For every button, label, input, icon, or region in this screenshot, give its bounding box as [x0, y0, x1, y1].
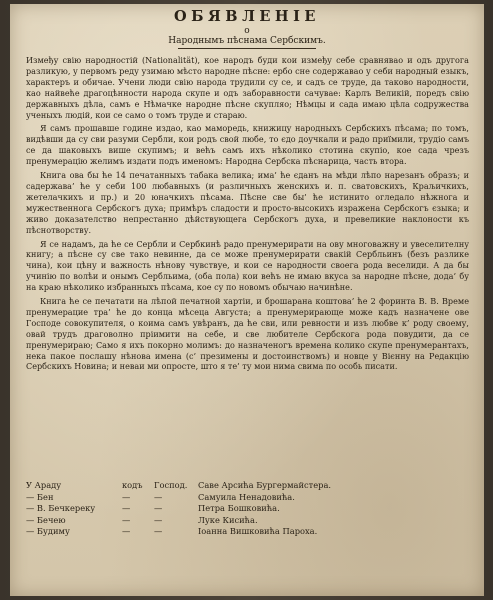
agent-name: Саве Арсића Бургермайстера.: [198, 480, 332, 490]
agent-kod: кодъ: [122, 480, 143, 490]
paragraph-2: Я самъ прошавше године издао, као маморедь, книжицу народныхъ Сербскихъ пѣсама; по томъ, видѣвши да су сви разуми Сербли, кои родъ свой любе, то єдо доучкали и радо приїмили, трудіо самъ се да шаковыхъ више скупимъ; и већъ самъ ихъ нѣколико стотина скупіо, кое сада чрезъ пренумерацію желимъ издати подъ именомъ: Народна Сербска пѣснарица, часть втора.: [26, 123, 469, 167]
agent-kod: —: [122, 526, 131, 537]
title-divider: [178, 48, 316, 49]
list-item: [26, 515, 469, 527]
agent-city: — Бен: [26, 491, 54, 502]
agent-kod: —: [122, 491, 131, 502]
agent-name: Петра Бошковића.: [198, 503, 280, 514]
document-title: ОБЯВЛЕНІЕ: [174, 8, 320, 25]
agent-kod: —: [122, 514, 131, 525]
list-item: [26, 503, 469, 515]
subscription-agents-list: [26, 480, 469, 538]
agent-city: У Араду: [26, 480, 62, 490]
agent-gospod: Господ.: [154, 480, 188, 490]
paragraph-3: Книга ова бы ће 14 печатанныхъ табака велика; има’ ће єданъ на мѣди лѣпо нарезанъ образъ; и садержава’ ће у себи 100 любавныхъ (и различныхъ женскихъ и. п. сватовскихъ, Краљичкихъ, жетелачкихъ и пр.) и 20 юначкихъ пѣсама. Пѣсне све бы’ ће истинито огледало нѣжнога и мужественнога Сербскогъ духа; примѣръ сладости и просто-высокихъ изражена Сербскогъ єзыка; и живо доказателство непрестанно дѣйствующега Сербскогъ духа, и превеликие наклоности къ пѣснотворству.: [26, 170, 469, 235]
agent-city: — В. Бечкереку: [26, 503, 96, 514]
agent-gospod: —: [154, 491, 163, 502]
agent-name: Іоанна Вишковића Пароха.: [198, 526, 318, 537]
list-item: [26, 480, 469, 492]
agent-name: Луке Кисића.: [198, 514, 258, 525]
agent-gospod: —: [154, 526, 163, 537]
document-page: [10, 4, 484, 596]
agent-city: — Будиму: [26, 526, 70, 537]
agent-name: Самуила Ненадовића.: [198, 491, 295, 502]
agent-kod: —: [122, 503, 131, 514]
agent-gospod: —: [154, 503, 163, 514]
paragraph-5: Книга ће се печатати на лѣпой печатной хартіи, и брошарана коштова’ ће 2 форинта В. В. Време пренумерацие тра’ ће до конца мѣсеца Августа; а пренумерирающе може кадъ назначене ове Господе совокупителя, о коима самъ увѣранъ, да ће сви, или ревности и изъ любве к’ роду своему, овай трудъ драговолно пріимити на себе, и све любителе Сербскога рода повудити, да се пренумерираю; Само я ихъ покорно молимъ: до назначеногъ времена колико скупе пренумерантахъ, нека пакое послашу нѣнова имена (с’ презимены и достоинствомъ) и новце у Вієнну на Редакцію Сербскихъ Новина; и неваи ми опросте, што я те’ ту мои нима свима по особь писати.: [26, 296, 469, 372]
list-item: [26, 526, 469, 538]
announcement-body: [26, 55, 469, 372]
paragraph-4: Я се надамъ, да ће се Сербли и Сербкинѣ радо пренумерирати на ову многоважну и увеселителну книгу; а пѣсне су све тако невинне, да се може пренумерирати свакій Сербльинъ (безъ разлике чина), кои цѣну и важность нѣнову чувствуе, и кои се народности своега рода веселиди. А да бы учинію по волѣи и онымъ Сербльима, (оба пола) кои већъ не имаю вкуса за народне пѣсне, дода’ бу на краю нѣколико избранныхъ пѣсама, кое су по новомъ обычаю начинѣне.: [26, 238, 469, 293]
agent-gospod: —: [154, 514, 163, 525]
list-item: [26, 492, 469, 504]
agent-city: — Бечею: [26, 514, 66, 525]
document-subtitle: Народнымъ пѣснама Сербскимъ.: [168, 36, 326, 46]
paragraph-1: Између свію народностій (Nationalität), кое народъ буди кои између себе сравнявао и одъ другога разликую, у первомъ реду узимаю мѣсто народне пѣсне: ербо сне содержавао у себи народный езыкъ, характеръ и обичае. Учени люди свію народа трудили су се, и садъ се труде, да таково народности, као найвеће драгоцѣнности народа скупе и одъ заборавности сачувае: Карлъ Великій, поредъ свію державныхъ дѣла, самъ е Нѣмачке народне пѣсне скупляо; Нѣмцы и сада имаю цѣла содружества ученыхъ людій, кои се само о томъ труде и стараю.: [26, 55, 469, 120]
subtitle-preposition: о: [244, 26, 250, 36]
